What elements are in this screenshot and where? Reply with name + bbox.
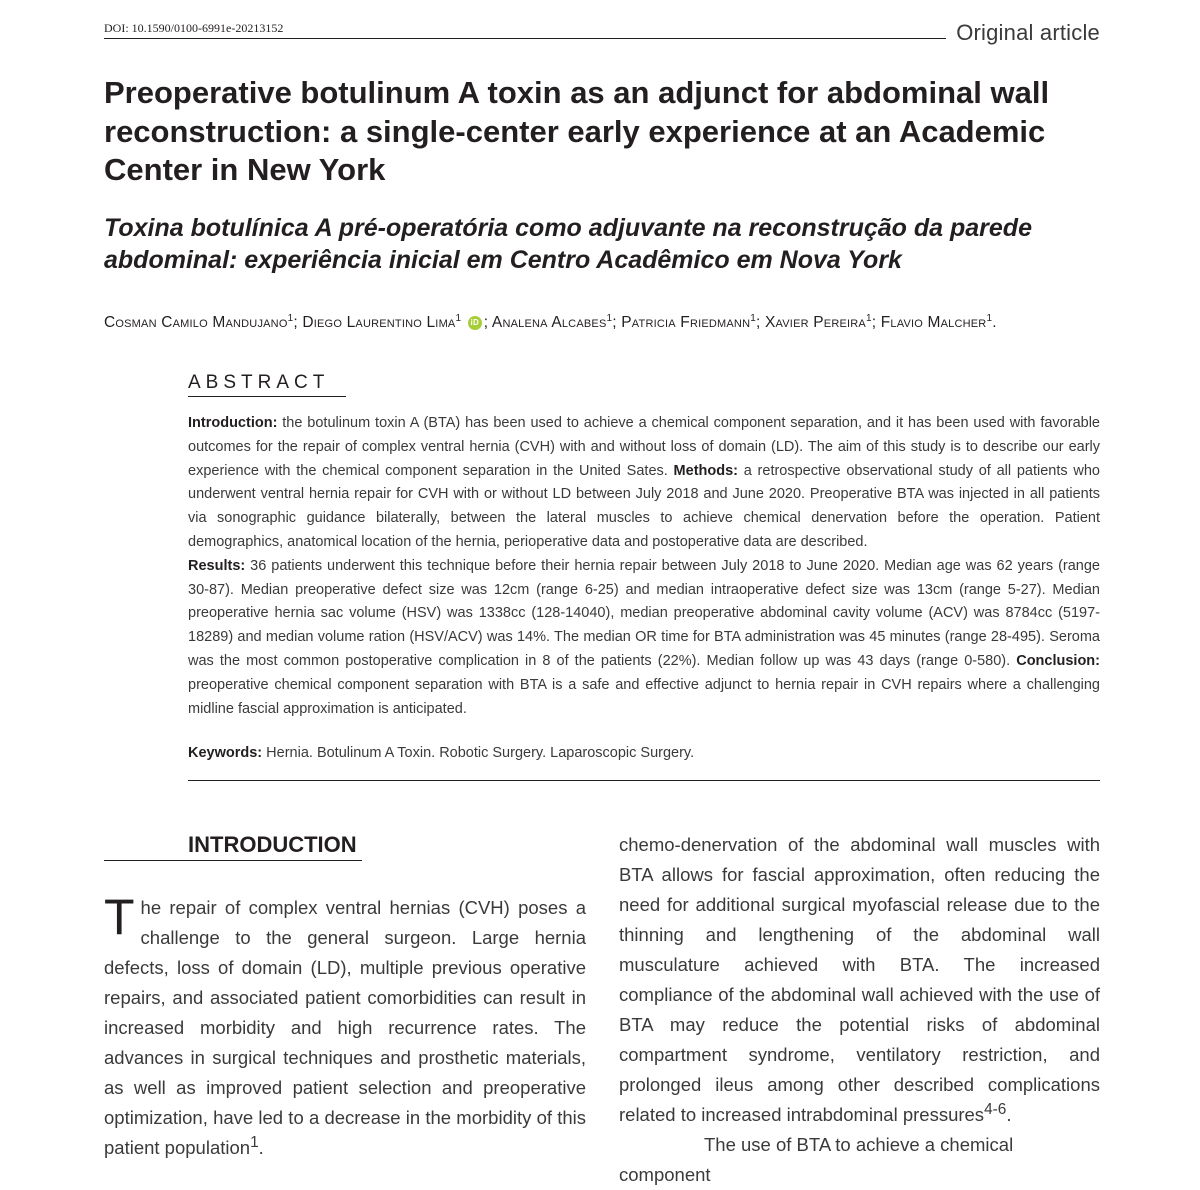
keywords: Keywords: Hernia. Botulinum A Toxin. Robotic Surgery. Laparoscopic Surgery. [188, 745, 695, 761]
article-title: Preoperative botulinum A toxin as an adjunct for abdominal wall reconstruction: a single-center early experience at an Academic Center in New York [104, 75, 1050, 187]
intro-right-paragraph-2: The use of BTA to achieve a chemical component [619, 1134, 1014, 1185]
author[interactable]: Patricia Friedmann$^1$; [621, 312, 766, 331]
conclusion-label: Conclusion: [1016, 652, 1100, 669]
abstract-divider [188, 780, 1100, 781]
author[interactable]: Xavier Pereira$^1$; [765, 312, 881, 331]
intro-label: Introduction: [188, 415, 278, 431]
methods-label: Methods: [673, 462, 738, 479]
header-rule [104, 38, 946, 39]
author-list [104, 314, 1104, 332]
author[interactable]: Flavio Malcher$^1$. [880, 312, 997, 331]
author[interactable]: Cosman Camilo Mandujano$^1$; [104, 312, 303, 331]
citation[interactable]: 1 [250, 1133, 259, 1151]
author[interactable]: Diego Laurentino Lima$^1$ iD ; [302, 312, 492, 331]
introduction-heading: INTRODUCTION [188, 832, 357, 857]
drop-cap: T [104, 889, 135, 945]
article-type: Original article [956, 20, 1100, 45]
citation[interactable]: 4-6 [984, 1100, 1007, 1118]
introduction-rule [104, 860, 362, 861]
abstract-body: Introduction: the botulinum toxin A (BTA) has been used to achieve a chemical component separation, and it has been used with favorable outcomes for the repair of complex ventral hernia (CVH) with and without loss of domain (LD). The aim of this study is to describe our early experience with the chemical component separation in the United Sates. Methods: a retrospective observational study of all patients who underwent ventral hernia repair for CVH with or without LD between July 2018 and June 2020. Preoperative BTA was injected in all patients via sonographic guidance bilaterally, between the lateral muscles to achieve chemical denervation before the operation. Patient demographics, anatomical location of the hernia, perioperative data and postoperative data are described. Results: 36 patients underwent this technique before their hernia repair between July 2018 to June 2020. Median age was 62 years (range 30-87). Median preoperative defect size was 12cm (range 6-25) and median intraoperative defect size was 13cm (range 5-27). Median preoperative hernia sac volume (HSV) was 1338cc (128-14040), median preoperative abdominal cavity volume (ACV) was 8784cc (5197-18289) and median volume ration (HSV/ACV) was 14%. The median OR time for BTA administration was 45 minutes (range 28-495). Seroma was the most common postoperative complication in 8 of the patients (22%). Median follow up was 43 days (range 0-580). Conclusion: preoperative chemical component separation with BTA is a safe and effective adjunct to hernia repair in CVH repairs where a challenging midline fascial approximation is anticipated. [188, 415, 1100, 717]
orcid-icon[interactable]: iD [468, 316, 482, 330]
abstract-heading: ABSTRACT [188, 372, 330, 393]
article-subtitle: Toxina botulínica A pré-operatória como adjuvante na reconstrução da parede abdominal: experiência inicial em Centro Acadêmico em Nova York [104, 214, 1032, 274]
results-label: Results: [188, 557, 246, 574]
intro-right-column: chemo-denervation of the abdominal wall muscles with BTA allows for fascial approximation, often reducing the need for additional surgical myofascial release due to the thinning and lengthening of the abdominal wall musculature achieved with BTA. The increased compliance of the abdominal wall achieved with the use of BTA may reduce the potential risks of abdominal compartment syndrome, ventilatory restriction, and prolonged ileus among other described complications related to increased intrabdominal pressures$^{4-6}$. [619, 834, 1100, 1125]
doi: DOI: 10.1590/0100-6991e-20213152 [104, 21, 284, 35]
author[interactable]: Analena Alcabes$^1$; [491, 312, 622, 331]
intro-left-column: The repair of complex ventral hernias (CVH) poses a challenge to the general surgeon. Large hernia defects, loss of domain (LD), multiple previous operative repairs, and associated patient comorbidities can result in increased morbidity and high recurrence rates. The advances in surgical techniques and prosthetic materials, as well as improved patient selection and preoperative optimization, have led to a decrease in the morbidity of this patient population$^1$. [104, 889, 586, 1158]
keywords-label: Keywords: [188, 745, 263, 761]
abstract-heading-rule [188, 396, 346, 397]
